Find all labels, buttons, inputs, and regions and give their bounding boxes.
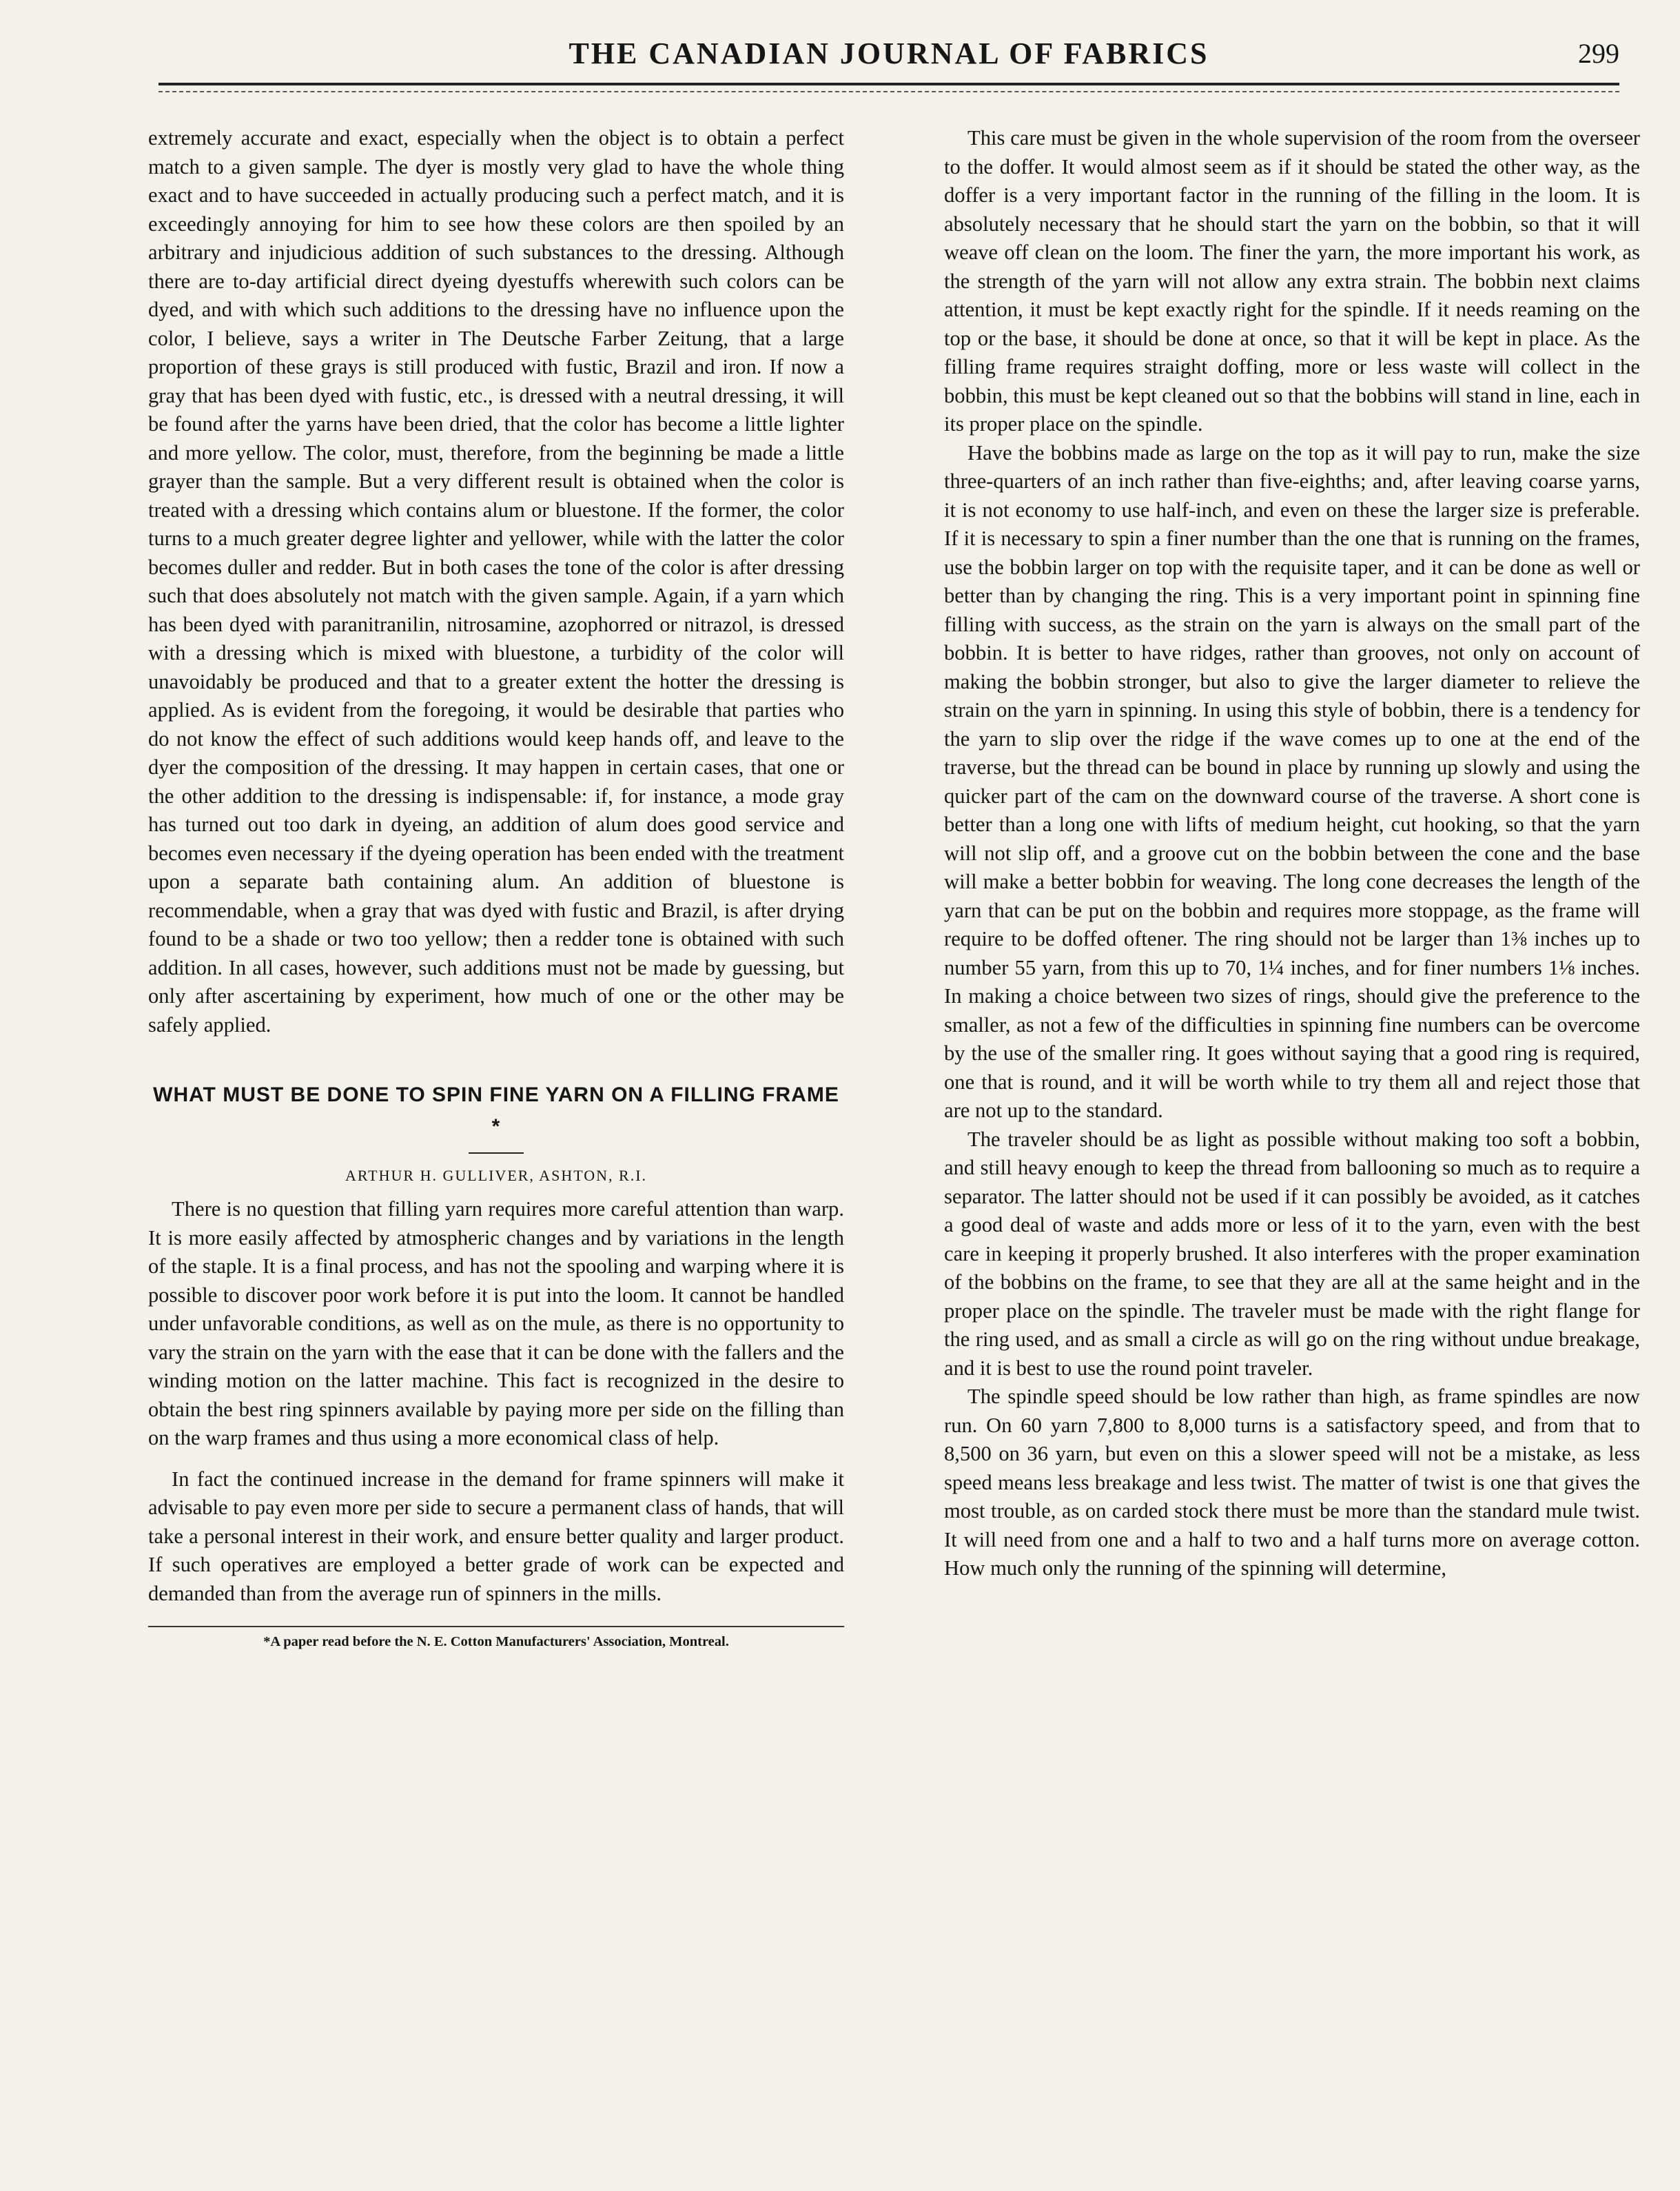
page-number: 299 bbox=[1578, 38, 1619, 69]
title-divider bbox=[469, 1152, 524, 1154]
header-rule-dashed bbox=[158, 91, 1619, 92]
article-byline: ARTHUR H. GULLIVER, ASHTON, R.I. bbox=[345, 1167, 648, 1184]
continued-paragraph: extremely accurate and exact, especially when the object is to obtain a perfect match to a given sample. The dyer is mostly very glad to have the whole thing exact and to have succeeded in actually producing such a perfect match, and it is exceedingly annoying for him to see how these colors are then spoiled by an arbitrary and injudicious addition of such substances to the dressing. Although there are to-day artificial direct dyeing dyestuffs wherewith such colors can be dyed, and with which such additions to the dressing have no influence upon the color, I believe, says a writer in The Deutsche Farber Zeitung, that a large proportion of these grays is still produced with fustic, Brazil and iron. If now a gray that has been dyed with fustic, etc., is dressed with a neutral dressing, it will be found after the yarns have been dried, that the color has become a little lighter and more yellow. The color, must, therefore, from the beginning be made a little grayer than the sample. But a very different result is obtained when the color is treated with a dressing which contains alum or bluestone. If the former, the color turns to a much greater degree lighter and yellower, while with the latter the color becomes duller and redder. But in both cases the tone of the color is after dressing such that does absolutely not match with the given sample. Again, if a yarn which has been dyed with paranitranilin, nitrosamine, azophorred or nitrazol, is dressed with a dressing which is mixed with bluestone, a turbidity of the color will unavoidably be produced and that to a greater extent the hotter the dressing is applied. As is evident from the foregoing, it would be desirable that parties who do not know the effect of such additions would keep hands off, and leave to the dyer the composition of the dressing. It may happen in certain cases, that one or the other addition to the dressing is indispensable: if, for instance, a mode gray has turned out too dark in dyeing, an addition of alum does good service and becomes even necessary if the dyeing operation has been ended with the treatment upon a separate bath containing alum. An addition of bluestone is recommendable, when a gray that was dyed with fustic and Brazil, is after drying found to be a shade or two too yellow; then a redder tone is obtained with such addition. In all cases, however, such additions must not be made by guessing, but only after ascertaining by experiment, how much of one or the other may be safely applied. bbox=[148, 126, 844, 1037]
article-title: WHAT MUST BE DONE TO SPIN FINE YARN ON A FILLING FRAME * bbox=[153, 1083, 839, 1138]
article-paragraph: This care must be given in the whole supervision of the room from the overseer to the doffer. It would almost seem as if it should be stated the other way, as the doffer is a very important factor in the running of the filling in the loom. It is absolutely necessary that he should start the yarn on the bobbin, so that it will weave off clean on the loom. The finer the yarn, the more important his work, as the strength of the yarn will not allow any extra strain. The bobbin next claims attention, it must be kept exactly right for the spindle. If it needs reaming on the top or the base, it should be done at once, so that it will be kept in place. As the filling frame requires straight doffing, more or less waste will collect in the bobbin, this must be kept cleaned out so that the bobbins will stand in line, each in its proper place on the spindle. bbox=[944, 126, 1640, 436]
journal-title: THE CANADIAN JOURNAL OF FABRICS bbox=[568, 37, 1209, 70]
footnote-rule bbox=[148, 1626, 844, 1627]
article-paragraph: The traveler should be as light as possible without making too soft a bobbin, and still heavy enough to keep the thread from ballooning so much as to require a separator. The latter should not be used if it can possibly be avoided, as it catches a good deal of waste and adds more or less of it to the yarn, even with the best care in keeping it properly brushed. It also interferes with the proper examination of the bobbins on the frame, to see that they are all at the same height and in the proper place on the spindle. The traveler must be made with the right flange for the ring used, and as small a circle as will go on the ring without undue breakage, and it is best to use the round point traveler. bbox=[944, 1127, 1640, 1380]
page-header bbox=[158, 33, 1619, 74]
footnote: *A paper read before the N. E. Cotton Manufacturers' Association, Montreal. bbox=[263, 1634, 729, 1649]
left-column bbox=[148, 124, 844, 1652]
right-column bbox=[944, 124, 1640, 1583]
header-rule bbox=[158, 83, 1619, 85]
article-paragraph: The spindle speed should be low rather than high, as frame spindles are now run. On 60 yarn 7,800 to 8,000 turns is a satisfactory speed, and from that to 8,500 on 36 yarn, but even on this a slower speed will not be a mistake, as less speed means less breakage and less twist. The matter of twist is one that gives the most trouble, as on carded stock there must be more than the standard mule twist. It will need from one and a half to two and a half turns more on average cotton. How much only the running of the spinning will determine, bbox=[944, 1385, 1640, 1580]
article-paragraph: There is no question that filling yarn requires more careful attention than warp. It is more easily affected by atmospheric changes and by variations in the length of the staple. It is a final process, and has not the spooling and warping where it is possible to discover poor work before it is put into the loom. It cannot be handled under unfavorable conditions, as well as on the mule, as there is no opportunity to vary the strain on the yarn with the ease that it can be done with the fallers and the winding motion on the latter machine. This fact is recognized in the desire to obtain the best ring spinners available by paying more per side on the filling than on the warp frames and thus using a more economical class of help. bbox=[148, 1197, 844, 1449]
article-paragraph: In fact the continued increase in the demand for frame spinners will make it advisable to pay even more per side to secure a permanent class of hands, that will take a personal interest in their work, and ensure better quality and larger product. If such operatives are employed a better grade of work can be expected and demanded than from the average run of spinners in the mills. bbox=[148, 1467, 844, 1605]
article-paragraph: Have the bobbins made as large on the top as it will pay to run, make the size three-quarters of an inch rather than five-eighths; and, after leaving coarse yarns, it is not economy to use half-inch, and even on these the larger size is preferable. If it is necessary to spin a finer number than the one that is running on the frames, use the bobbin larger on top with the requisite taper, and it can be done as well or better than by changing the ring. This is a very important point in spinning fine filling with success, as the strain on the yarn is always on the small part of the bobbin. It is better to have ridges, rather than grooves, not only on account of making the bobbin stronger, but also to give the larger diameter to relieve the strain on the yarn in spinning. In using this style of bobbin, there is a tendency for the yarn to slip over the ridge if the wave comes up to one at the end of the traverse, but the thread can be bound in place by running up slowly and using the quicker part of the cam on the downward course of the traverse. A short cone is better than a long one with lifts of medium height, cut hooking, so that the yarn will not slip off, and a groove cut on the bobbin between the cone and the base will make a better bobbin for weaving. The long cone decreases the length of the yarn that can be put on the bobbin and requires more stoppage, as the frame will require to be doffed oftener. The ring should not be larger than 1⅜ inches up to number 55 yarn, from this up to 70, 1¼ inches, and for finer numbers 1⅛ inches. In making a choice between two sizes of rings, should give the preference to the smaller, as not a few of the difficulties in spinning fine numbers can be overcome by the use of the smaller ring. It goes without saying that a good ring is required, one that is round, and it will be worth while to try them all and reject those that are not up to the standard. bbox=[944, 440, 1640, 1122]
